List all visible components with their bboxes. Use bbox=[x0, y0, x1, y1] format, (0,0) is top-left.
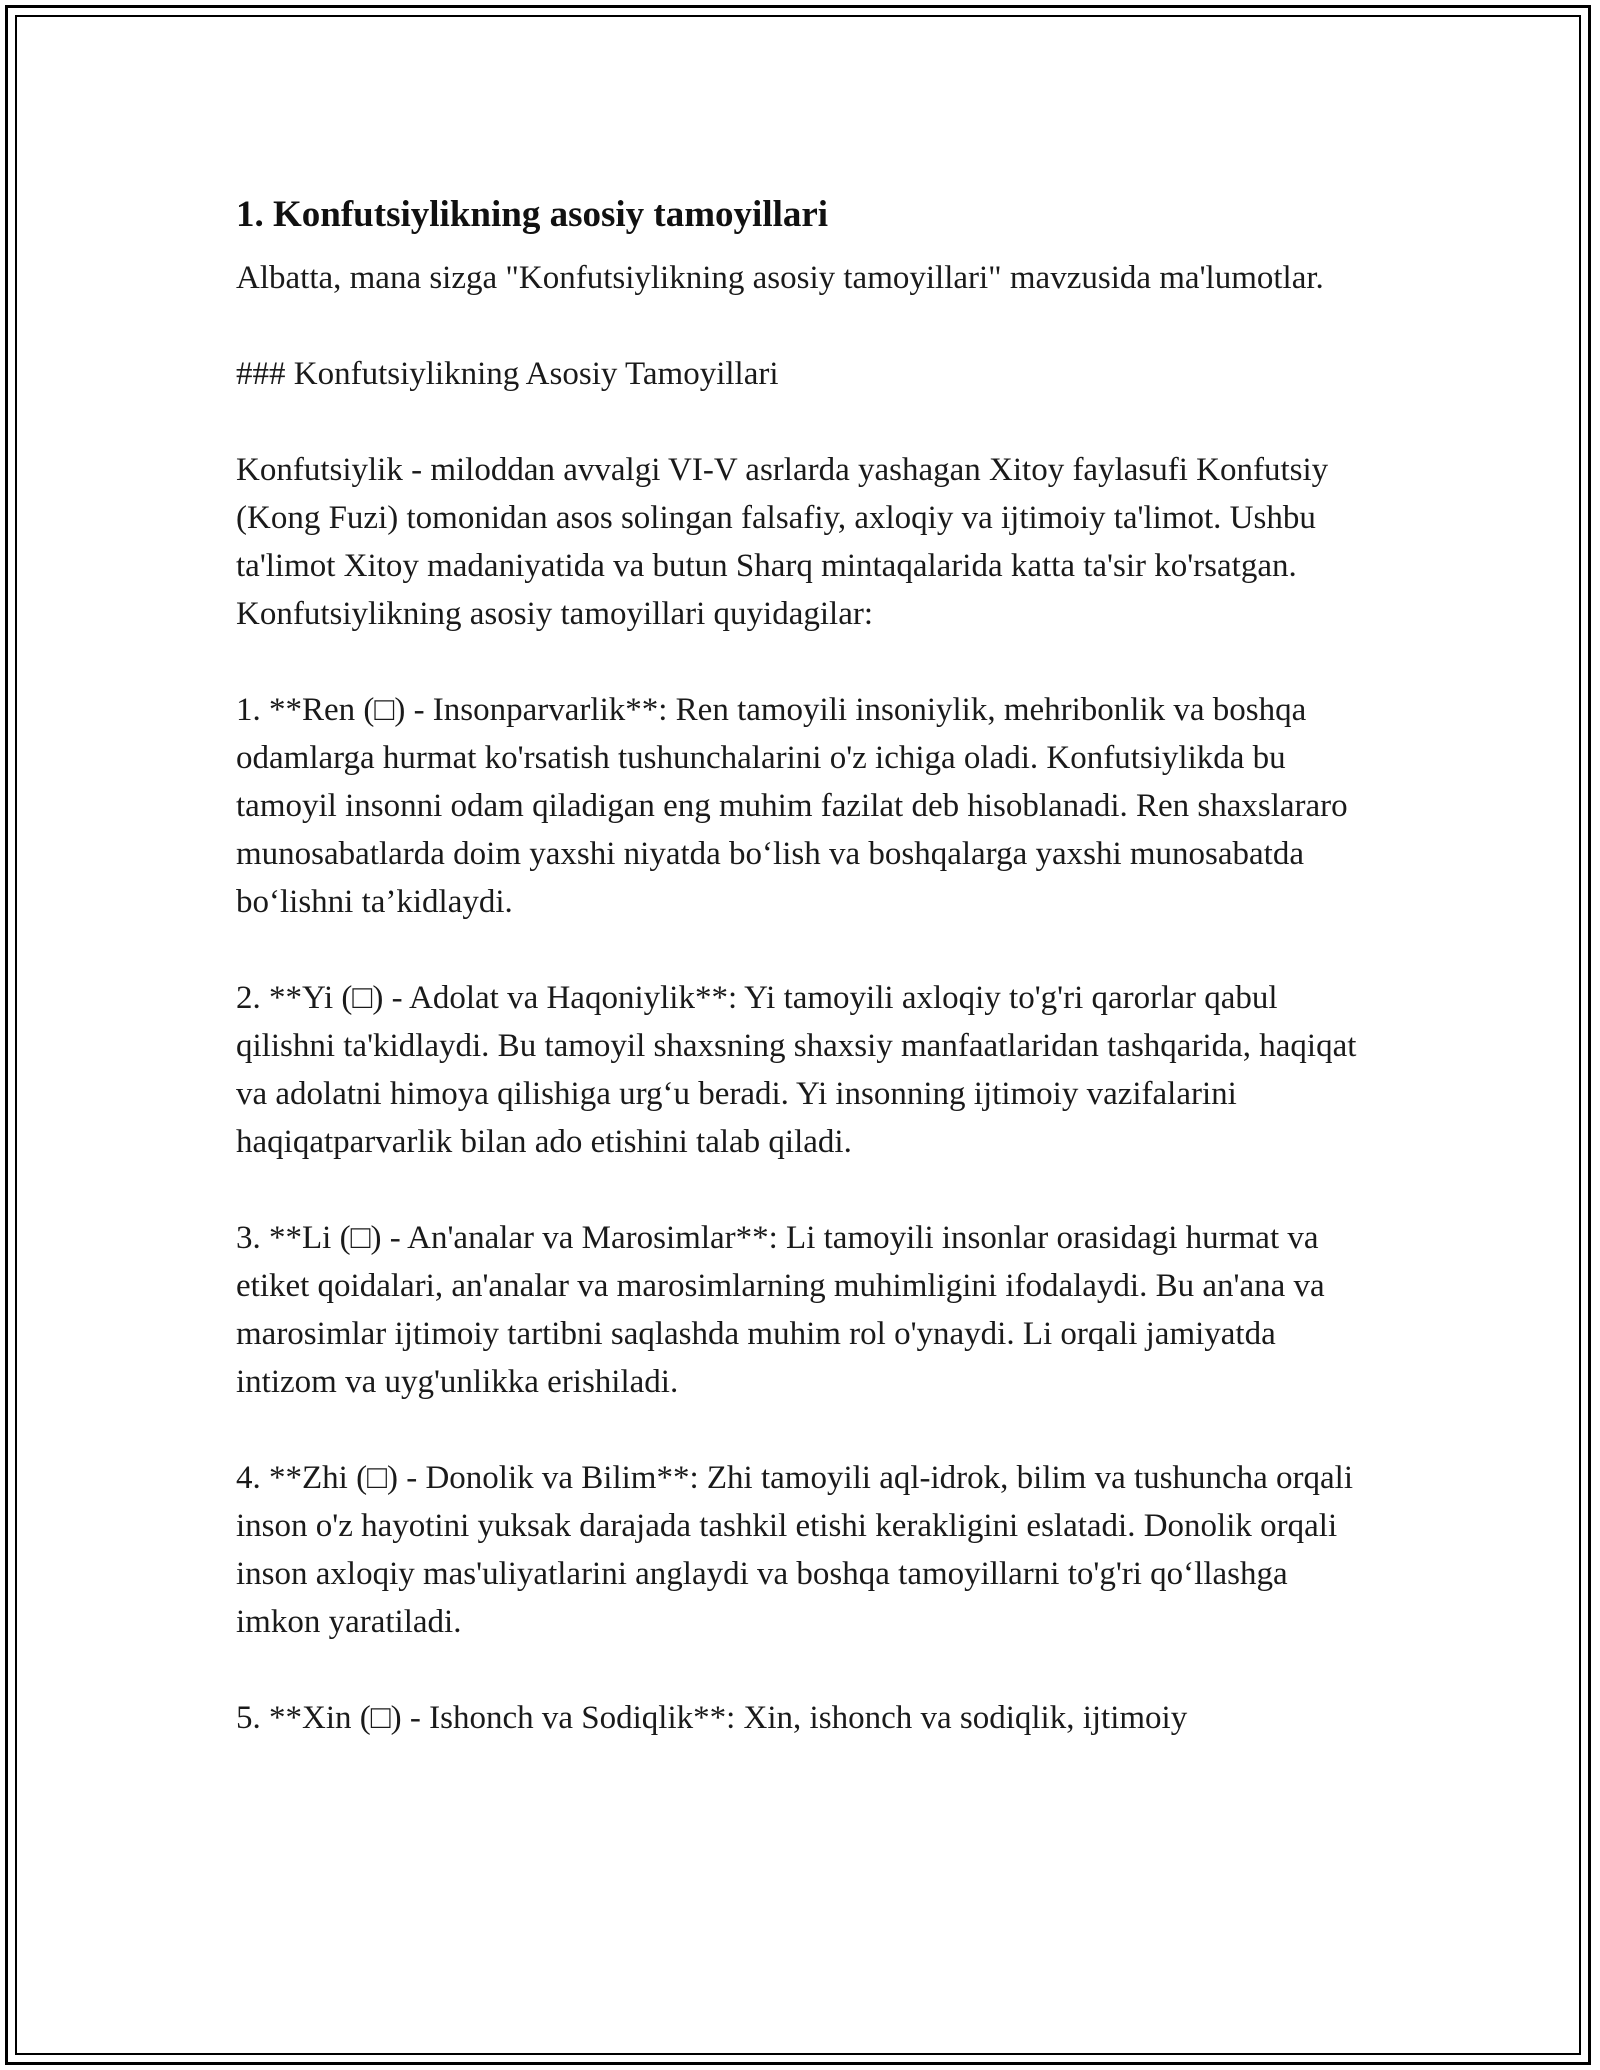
overview-paragraph: Konfutsiylik - miloddan avvalgi VI-V asrlarda yashagan Xitoy faylasufi Konfutsiy (Kong Fuzi) tomonidan asos solingan falsafiy, axloqiy va ijtimoiy ta'limot. Ushbu ta'limot Xitoy madaniyatida va butun Sharq mintaqalarida katta ta'sir ko'rsatgan. Konfutsiylikning asosiy tamoyillari quyidagilar: bbox=[236, 452, 1329, 632]
intro-paragraph: Albatta, mana sizga "Konfutsiylikning asosiy tamoyillari" mavzusida ma'lumotlar. bbox=[236, 260, 1324, 296]
principle-xin-paragraph: 5. **Xin (□) - Ishonch va Sodiqlik**: Xin, ishonch va sodiqlik, ijtimoiy bbox=[236, 1700, 1188, 1736]
principle-yi-paragraph: 2. **Yi (□) - Adolat va Haqoniylik**: Yi tamoyili axloqiy to'g'ri qarorlar qabul qilishni ta'kidlaydi. Bu tamoyil shaxsning shaxsiy manfaatlaridan tashqarida, haqiqat va adolatni himoya qilishiga urg‘u beradi. Yi insonning ijtimoiy vazifalarini haqiqatparvarlik bilan ado etishini talab qiladi. bbox=[236, 980, 1357, 1160]
document-title: 1. Konfutsiylikning asosiy tamoyillari bbox=[236, 194, 829, 235]
principle-ren-paragraph: 1. **Ren (□) - Insonparvarlik**: Ren tamoyili insoniylik, mehribonlik va boshqa odamlarga hurmat ko'rsatish tushunchalarini o'z ichiga oladi. Konfutsiylikda bu tamoyil insonni odam qiladigan eng muhim fazilat deb hisoblanadi. Ren shaxslararo munosabatlarda doim yaxshi niyatda bo‘lish va boshqalarga yaxshi munosabatda bo‘lishni ta’kidlaydi. bbox=[236, 692, 1348, 920]
principle-zhi-paragraph: 4. **Zhi (□) - Donolik va Bilim**: Zhi tamoyili aql-idrok, bilim va tushuncha orqali inson o'z hayotini yuksak darajada tashkil etishi kerakligini eslatadi. Donolik orqali inson axloqiy mas'uliyatlarini anglaydi va boshqa tamoyillarni to'g'ri qo‘llashga imkon yaratiladi. bbox=[236, 1460, 1354, 1640]
document-body bbox=[236, 180, 1366, 1742]
principle-li-paragraph: 3. **Li (□) - An'analar va Marosimlar**: Li tamoyili insonlar orasidagi hurmat va etiket qoidalari, an'analar va marosimlarning muhimligini ifodalaydi. Bu an'ana va marosimlar ijtimoiy tartibni saqlashda muhim rol o'ynaydi. Li orqali jamiyatda intizom va uyg'unlikka erishiladi. bbox=[236, 1220, 1325, 1400]
section-heading-text: ### Konfutsiylikning Asosiy Tamoyillari bbox=[236, 356, 779, 392]
